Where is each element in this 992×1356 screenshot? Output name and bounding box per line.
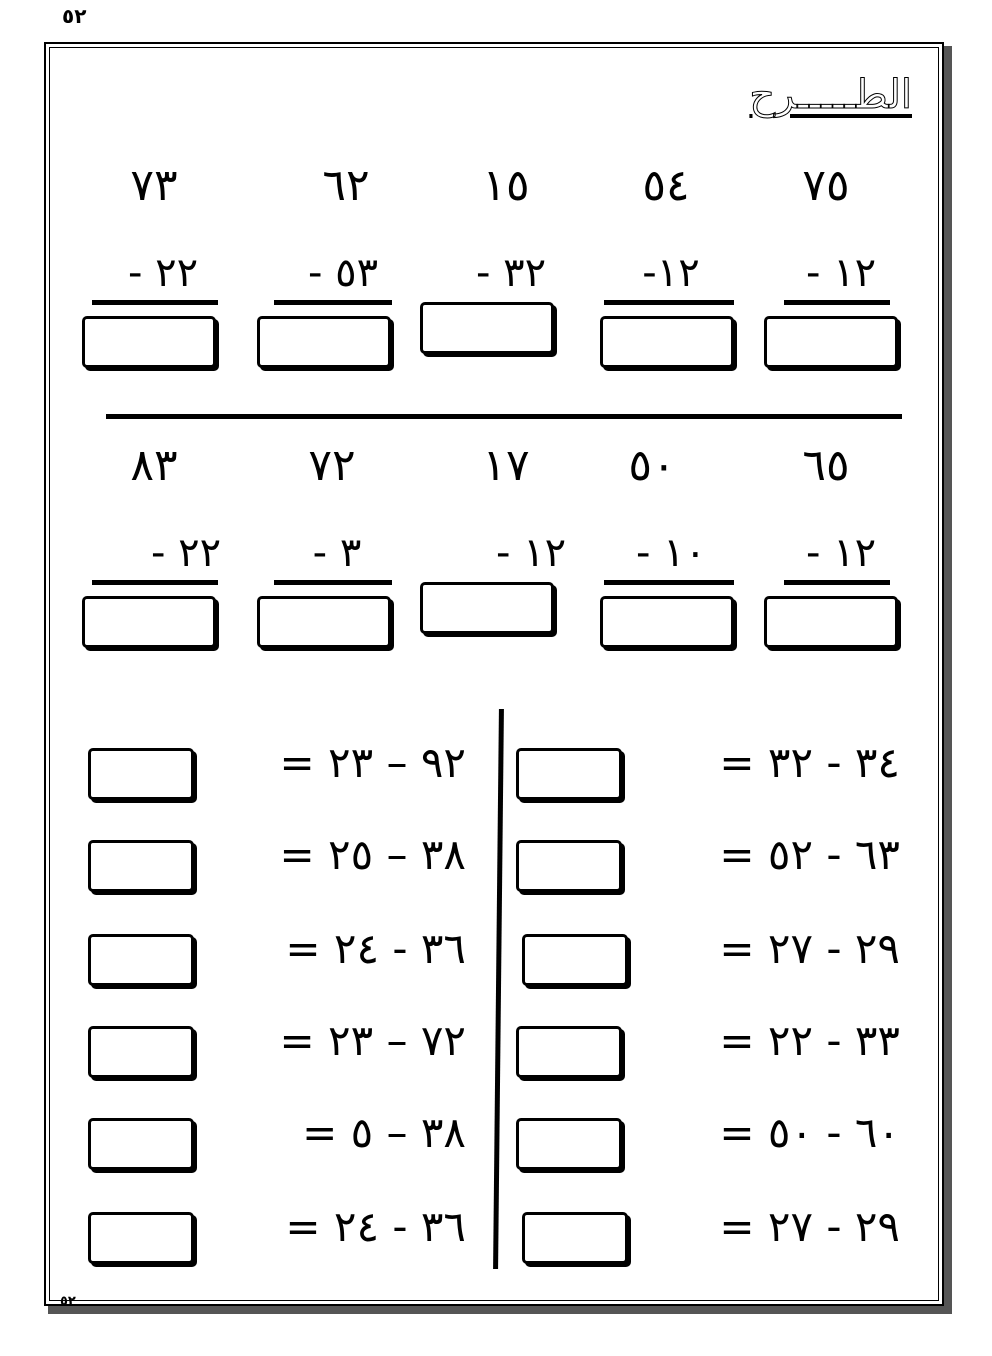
worksheet-title: الطـــــرح xyxy=(749,72,912,118)
s1-underline-2 xyxy=(604,300,734,305)
left-equation-3: ٣٦ - ٢٤ = xyxy=(285,924,466,973)
s1-answer-box-2[interactable] xyxy=(600,316,734,368)
s2-answer-box-5[interactable] xyxy=(82,596,216,648)
right-equation-1: ٣٤ - ٣٢ = xyxy=(719,738,900,787)
left-answer-box-1[interactable] xyxy=(88,748,194,800)
s2-bottom-2: ١٠ - xyxy=(635,530,707,576)
right-answer-box-4[interactable] xyxy=(516,1026,622,1078)
s1-bottom-4: ٥٣ - xyxy=(307,250,379,296)
s1-top-4: ٦٢ xyxy=(322,160,370,211)
s1-answer-box-1[interactable] xyxy=(764,316,898,368)
s2-bottom-3: ١٢ - xyxy=(495,530,567,576)
right-answer-box-5[interactable] xyxy=(516,1118,622,1170)
left-answer-box-6[interactable] xyxy=(88,1212,194,1264)
left-equation-6: ٣٦ - ٢٤ = xyxy=(285,1202,466,1251)
s2-bottom-1: ١٢ - xyxy=(805,530,877,576)
s1-underline-4 xyxy=(274,300,392,305)
s2-top-4: ٧٢ xyxy=(308,440,356,491)
s1-answer-box-4[interactable] xyxy=(257,316,391,368)
s2-bottom-4: ٣ - xyxy=(312,530,362,576)
s1-underline-5 xyxy=(92,300,218,305)
s2-underline-4 xyxy=(274,580,392,585)
page-number-bottom: ٥٢ xyxy=(60,1294,76,1309)
left-answer-box-5[interactable] xyxy=(88,1118,194,1170)
right-equation-6: ٢٩ - ٢٧ = xyxy=(719,1202,900,1251)
left-answer-box-3[interactable] xyxy=(88,934,194,986)
s2-answer-box-1[interactable] xyxy=(764,596,898,648)
left-equation-1: ٩٢ – ٢٣ = xyxy=(279,738,466,787)
s2-underline-2 xyxy=(604,580,734,585)
left-equation-2: ٣٨ – ٢٥ = xyxy=(279,830,466,879)
right-answer-box-2[interactable] xyxy=(516,840,622,892)
s2-answer-box-3[interactable] xyxy=(420,582,554,634)
s1-answer-box-5[interactable] xyxy=(82,316,216,368)
s1-top-1: ٧٥ xyxy=(802,160,850,211)
s1-top-3: ١٥ xyxy=(482,160,530,211)
s1-bottom-3: ٣٢ - xyxy=(475,250,547,296)
section-divider-horizontal xyxy=(106,414,902,419)
s2-answer-box-4[interactable] xyxy=(257,596,391,648)
s1-top-5: ٧٣ xyxy=(130,160,178,211)
s2-underline-1 xyxy=(784,580,890,585)
s2-top-3: ١٧ xyxy=(482,440,530,491)
s1-top-2: ٥٤ xyxy=(642,160,690,211)
s2-top-2: ٥٠ xyxy=(628,440,676,491)
left-answer-box-2[interactable] xyxy=(88,840,194,892)
s2-top-1: ٦٥ xyxy=(802,440,850,491)
right-answer-box-3[interactable] xyxy=(522,934,628,986)
s1-answer-box-3[interactable] xyxy=(420,302,554,354)
left-equation-4: ٧٢ – ٢٣ = xyxy=(279,1016,466,1065)
right-equation-4: ٣٣ - ٢٢ = xyxy=(719,1016,900,1065)
right-answer-box-6[interactable] xyxy=(522,1212,628,1264)
right-answer-box-1[interactable] xyxy=(516,748,622,800)
left-answer-box-4[interactable] xyxy=(88,1026,194,1078)
s2-answer-box-2[interactable] xyxy=(600,596,734,648)
left-equation-5: ٣٨ – ٥ = xyxy=(302,1108,466,1157)
s2-underline-5 xyxy=(92,580,218,585)
s2-bottom-5: ٢٢ - xyxy=(150,530,222,576)
worksheet-frame xyxy=(44,42,944,1306)
s1-bottom-1: ١٢ - xyxy=(805,250,877,296)
right-equation-5: ٦٠ - ٥٠ = xyxy=(719,1108,900,1157)
page-number-top: ٥٢ xyxy=(62,4,87,28)
s2-top-5: ٨٣ xyxy=(130,440,178,491)
right-equation-3: ٢٩ - ٢٧ = xyxy=(719,924,900,973)
s1-bottom-2: ١٢- xyxy=(642,250,700,296)
s1-underline-1 xyxy=(784,300,890,305)
right-equation-2: ٦٣ - ٥٢ = xyxy=(719,830,900,879)
s1-bottom-5: ٢٢ - xyxy=(127,250,199,296)
